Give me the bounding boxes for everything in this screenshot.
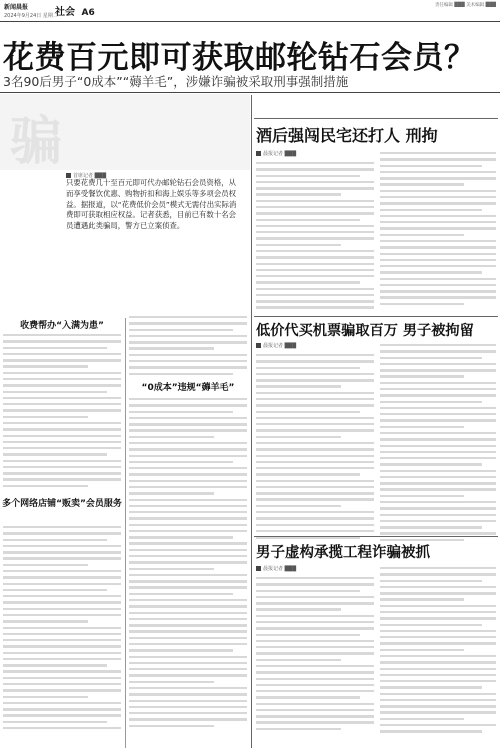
main-lead-paragraph: 只要花费几十至百元即可代办邮轮钻石会员资格，从而享受餐饮优惠、购物折扣和海上娱乐等多项会员权益。据报道，以“花费低价会员”模式无需付出实际消费即可获取相应权益。记者获悉，目前已有数十名会员遭遇此类骗局，警方已立案侦查。 — [66, 178, 237, 231]
article3-body-col2 — [380, 567, 496, 737]
page-masthead — [0, 0, 500, 22]
article3-byline-text: 晨报记者 ███ — [263, 566, 297, 572]
article3-rule — [254, 536, 498, 537]
article1-headline: 酒后强闯民宅还打人 刑拘 — [256, 126, 438, 145]
page-divider — [251, 95, 252, 748]
main-body-col1-bottom — [3, 526, 121, 733]
article1-byline-text: 晨报记者 ███ — [263, 151, 297, 157]
subhead-2: “0成本”违规“薅羊毛” — [141, 383, 235, 393]
article2-headline: 低价代买机票骗取百万 男子被拘留 — [256, 323, 474, 339]
article3-headline: 男子虚构承揽工程诈骗被抓 — [256, 544, 430, 561]
section-title — [55, 3, 95, 18]
byline-marker-icon — [256, 151, 261, 156]
article2-body-col2 — [380, 344, 496, 545]
article1-body-col2 — [380, 152, 496, 309]
article3-body-col1 — [256, 577, 374, 734]
subhead-3: 多个网络店铺“贩卖”会员服务 — [2, 499, 122, 509]
article2-byline — [256, 342, 296, 349]
main-headline: 花费百元即可获取邮轮钻石会员？ — [3, 40, 476, 76]
newspaper-name: 新闻晨报 — [4, 4, 29, 11]
article1-body-col1 — [256, 162, 374, 313]
byline-marker-icon — [256, 566, 261, 571]
article2-body-col1 — [256, 354, 374, 542]
hero-illustration — [0, 94, 250, 170]
hero-watermark: 骗 — [10, 111, 67, 170]
article1-rule — [254, 118, 498, 119]
main-subheadline: 3名90后男子“0成本”“薅羊毛”，涉嫌诈骗被采取刑事强制措施 — [3, 74, 349, 89]
article3-byline — [256, 565, 296, 572]
headline-rule — [0, 92, 500, 93]
article2-byline-text: 晨报记者 ███ — [263, 343, 297, 349]
section-name: 社会 — [55, 7, 75, 18]
byline-marker-icon — [256, 343, 261, 348]
main-body-col1-top — [3, 334, 121, 491]
main-body-col2-top — [129, 316, 247, 379]
main-body-col2-bottom — [129, 398, 247, 731]
article2-rule — [254, 316, 498, 317]
page-number: A6 — [81, 8, 95, 18]
subhead-1: 收费帮办“入满为患” — [20, 321, 104, 331]
article1-byline — [256, 150, 296, 157]
editor-credit: 责任编辑 ███ 美术编辑 ███ — [434, 3, 496, 8]
issue-date: 2024年9月24日 星期二 — [4, 13, 58, 19]
main-byline-text: 首席记者 ███ — [73, 173, 107, 179]
